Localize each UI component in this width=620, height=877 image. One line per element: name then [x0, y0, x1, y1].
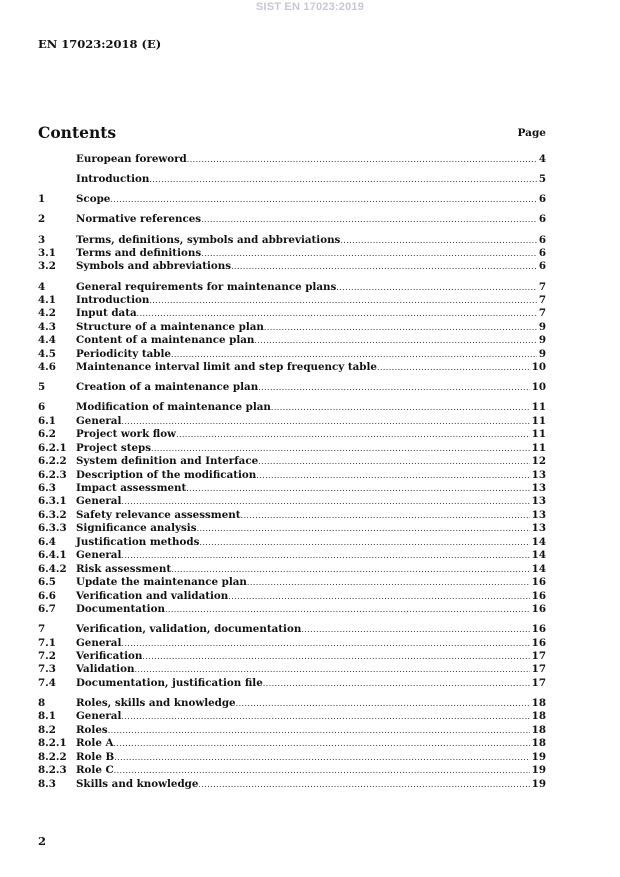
toc-entry-number: 4.6: [38, 361, 56, 374]
toc-entry-page: 17: [531, 649, 546, 662]
dot-leader: [186, 484, 529, 493]
toc-entry-number: 4.5: [38, 347, 56, 360]
toc-entry-page: 13: [531, 495, 546, 508]
toc-entry[interactable]: [38, 455, 546, 468]
toc-entry-title: Structure of a maintenance plan: [76, 320, 264, 333]
toc-entry-number: 6.4.2: [38, 562, 67, 575]
toc-entry-title: Description of the modification: [76, 468, 257, 481]
toc-entry-page: 6: [538, 193, 546, 206]
toc-entry-number: 6: [38, 401, 46, 414]
toc-entry-number: 6.2.2: [38, 455, 67, 468]
toc-entry-number: 6.3.2: [38, 508, 67, 521]
toc-entry[interactable]: [38, 234, 546, 247]
dot-leader: [176, 430, 530, 439]
dot-leader: [236, 699, 530, 708]
toc-entry-title: General: [76, 495, 122, 508]
toc-entry[interactable]: [38, 603, 546, 616]
toc-entry-number: 7: [38, 623, 46, 636]
dot-leader: [134, 665, 529, 674]
toc-entry-title: Project steps: [76, 441, 152, 454]
toc-entry-number: 7.2: [38, 649, 56, 662]
toc-entry[interactable]: [38, 522, 546, 535]
dot-leader: [149, 175, 536, 184]
toc-entry-number: 6.7: [38, 602, 56, 615]
dot-leader: [121, 417, 529, 426]
dot-leader: [110, 195, 537, 204]
toc-entry-number: 7.3: [38, 663, 56, 676]
dot-leader: [377, 363, 530, 372]
toc-entry[interactable]: [38, 193, 546, 206]
toc-entry-page: 9: [538, 347, 546, 360]
toc-entry-number: 8.2.2: [38, 750, 67, 763]
dot-leader: [151, 444, 530, 453]
toc-entry-page: 17: [531, 663, 546, 676]
toc-entry-page: 13: [531, 508, 546, 521]
dot-leader: [114, 753, 529, 762]
dot-leader: [258, 457, 530, 466]
toc-entry-title: Maintenance interval limit and step frequency table: [76, 361, 377, 374]
toc-entry-title: Periodicity table: [76, 347, 171, 360]
toc-entry-title: General: [76, 414, 122, 427]
toc-entry-number: 6.2: [38, 428, 56, 441]
toc-entry-page: 13: [531, 468, 546, 481]
dot-leader: [258, 383, 529, 392]
dot-leader: [121, 639, 529, 648]
toc-entry[interactable]: [38, 173, 546, 186]
toc-entry-page: 19: [531, 750, 546, 763]
toc-entry-number: 1: [38, 193, 46, 206]
toc-entry-title: Justification methods: [76, 535, 200, 548]
toc-entry-page: 11: [531, 441, 546, 454]
toc-entry-title: Terms and definitions: [76, 246, 202, 259]
toc-entry-title: Project work flow: [76, 428, 177, 441]
toc-entry-number: 7.1: [38, 636, 56, 649]
toc-entry-title: General: [76, 549, 122, 562]
dot-leader: [171, 565, 530, 574]
toc-entry-page: 5: [538, 173, 546, 186]
toc-entry-number: 4.4: [38, 334, 56, 347]
toc-entry-title: Creation of a maintenance plan: [76, 381, 259, 394]
toc-entry-number: 8.2.3: [38, 764, 67, 777]
toc-entry-title: Introduction: [76, 173, 150, 186]
toc-entry-number: 8.1: [38, 710, 56, 723]
toc-entry[interactable]: [38, 590, 546, 603]
toc-entry[interactable]: [38, 623, 546, 636]
toc-entry-page: 16: [531, 602, 546, 615]
toc-entry-page: 16: [531, 636, 546, 649]
toc-entry-page: 7: [538, 307, 546, 320]
toc-entry-page: 10: [531, 381, 546, 394]
toc-entry-page: 18: [531, 696, 546, 709]
toc-entry-title: Input data: [76, 307, 137, 320]
dot-leader: [142, 652, 529, 661]
toc-entry-title: European foreword: [76, 153, 187, 165]
toc-entry-page: 7: [538, 280, 546, 293]
toc-entry[interactable]: [38, 495, 546, 508]
toc-entry-number: 2: [38, 213, 46, 226]
toc-entry[interactable]: [38, 677, 546, 690]
toc-entry[interactable]: [38, 334, 546, 347]
toc-entry[interactable]: [38, 281, 546, 294]
dot-leader: [121, 551, 529, 560]
toc-entry-title: Risk assessment: [76, 562, 172, 575]
toc-entry[interactable]: [38, 663, 546, 676]
toc-entry[interactable]: [38, 637, 546, 650]
toc-entry-page: 9: [538, 320, 546, 333]
toc-entry-number: 6.2.3: [38, 468, 67, 481]
page-number: 2: [38, 834, 47, 848]
dot-leader: [199, 538, 529, 547]
dot-leader: [165, 605, 530, 614]
toc-entry-page: 12: [531, 455, 546, 468]
toc-entry-number: 6.3.3: [38, 522, 67, 535]
dot-leader: [198, 780, 529, 789]
dot-leader: [201, 249, 537, 258]
toc-entry-page: 18: [531, 710, 546, 723]
toc-entry-title: Impact assessment: [76, 482, 187, 494]
toc-entry[interactable]: [38, 482, 546, 495]
toc-entry[interactable]: [38, 348, 546, 361]
dot-leader: [254, 336, 536, 345]
toc-entry-title: Verification and validation: [76, 589, 229, 602]
toc-entry-title: General requirements for maintenance plans: [76, 280, 337, 293]
dot-leader: [121, 497, 529, 506]
toc-entry-page: 11: [531, 428, 546, 441]
dot-leader: [113, 739, 529, 748]
toc-entry-title: Terms, definitions, symbols and abbreviations: [76, 233, 341, 246]
dot-leader: [247, 578, 530, 587]
toc-entry[interactable]: [38, 724, 546, 737]
toc-entry-title: Role B: [76, 750, 115, 763]
toc-entry-number: 3.2: [38, 260, 56, 273]
dot-leader: [121, 712, 529, 721]
toc-entry[interactable]: [38, 415, 546, 428]
toc-entry-number: 6.2.1: [38, 441, 67, 454]
dot-leader: [301, 625, 529, 634]
toc-entry[interactable]: [38, 294, 546, 307]
dot-leader: [137, 309, 537, 318]
dot-leader: [114, 766, 530, 775]
dot-leader: [231, 262, 537, 271]
toc-entry-number: 8.2: [38, 723, 56, 736]
dot-leader: [201, 215, 537, 224]
toc-entry[interactable]: [38, 469, 546, 482]
toc-entry-title: Skills and knowledge: [76, 777, 199, 790]
toc-entry-page: 18: [531, 737, 546, 750]
dot-leader: [256, 471, 529, 480]
toc-entry[interactable]: [38, 509, 546, 522]
toc-entry-page: 16: [531, 589, 546, 602]
toc-entry-page: 4: [538, 153, 546, 165]
page-column-heading: Page: [517, 127, 546, 139]
toc-entry-page: 13: [531, 482, 546, 494]
toc-entry-page: 19: [531, 764, 546, 777]
toc-entry-title: Verification, validation, documentation: [76, 623, 302, 636]
toc-entry-page: 14: [531, 549, 546, 562]
toc-entry[interactable]: [38, 764, 546, 777]
toc-entry-title: Symbols and abbreviations: [76, 260, 232, 273]
toc-entry[interactable]: [38, 563, 546, 576]
toc-entry-title: Introduction: [76, 293, 150, 306]
toc-entry[interactable]: [38, 778, 546, 791]
toc-entry[interactable]: [38, 697, 546, 710]
toc-entry-page: 6: [538, 260, 546, 273]
toc-entry-page: 11: [531, 401, 546, 414]
toc-entry-number: 3.1: [38, 246, 56, 259]
toc-entry-title: Role C: [76, 764, 114, 777]
toc-entry-page: 16: [531, 576, 546, 589]
toc-entry-page: 9: [538, 334, 546, 347]
dot-leader: [149, 296, 536, 305]
toc-entry-page: 13: [531, 522, 546, 535]
toc-entry-title: Normative references: [76, 213, 202, 226]
toc-entry[interactable]: [38, 307, 546, 320]
toc-entry-page: 11: [531, 414, 546, 427]
toc-entry-title: Verification: [76, 649, 143, 662]
toc-entry-page: 6: [538, 233, 546, 246]
toc-entry[interactable]: [38, 321, 546, 334]
toc-entry-title: General: [76, 710, 122, 723]
toc-entry-title: Modification of maintenance plan: [76, 401, 271, 414]
toc-entry[interactable]: [38, 260, 546, 273]
toc-entry-title: General: [76, 636, 122, 649]
toc-entry[interactable]: [38, 428, 546, 441]
dot-leader: [171, 350, 537, 359]
dot-leader: [108, 726, 530, 735]
toc-entry-number: 6.6: [38, 589, 56, 602]
toc-entry-number: 6.5: [38, 576, 56, 589]
toc-entry-number: 8.2.1: [38, 737, 67, 750]
toc-entry[interactable]: [38, 213, 546, 226]
toc-entry-page: 6: [538, 246, 546, 259]
toc-entry-title: Update the maintenance plan: [76, 576, 247, 589]
toc-entry-number: 8: [38, 696, 46, 709]
toc-entry-number: 6.3: [38, 482, 56, 494]
toc-entry[interactable]: [38, 549, 546, 562]
contents-heading: Contents: [38, 123, 117, 142]
toc-entry-number: 3: [38, 233, 46, 246]
dot-leader: [197, 524, 530, 533]
toc-entry-number: 4.3: [38, 320, 56, 333]
dot-leader: [264, 323, 537, 332]
toc-entry[interactable]: [38, 710, 546, 723]
toc-entry-number: 4.1: [38, 293, 56, 306]
toc-entry-number: 4.2: [38, 307, 56, 320]
dot-leader: [228, 592, 529, 601]
toc-entry-title: Roles: [76, 723, 108, 736]
dot-leader: [263, 679, 530, 688]
toc-entry-page: 16: [531, 623, 546, 636]
toc-entry-page: 14: [531, 562, 546, 575]
toc-entry[interactable]: [38, 650, 546, 663]
dot-leader: [241, 511, 530, 520]
toc-entry[interactable]: [38, 536, 546, 549]
toc-entry[interactable]: [38, 401, 546, 414]
toc-entry-number: 5: [38, 381, 46, 394]
toc-entry-number: 7.4: [38, 676, 56, 689]
toc-entry-page: 6: [538, 213, 546, 226]
dot-leader: [340, 236, 536, 245]
toc-entry[interactable]: [38, 247, 546, 260]
toc-entry-number: 8.3: [38, 777, 56, 790]
toc-entry[interactable]: [38, 361, 546, 374]
toc-entry-page: 19: [531, 777, 546, 790]
toc-entry-title: Documentation: [76, 602, 165, 615]
toc-entry-title: Safety relevance assessment: [76, 508, 241, 521]
watermark: SIST EN 17023:2019: [255, 1, 365, 13]
toc-entry[interactable]: [38, 576, 546, 589]
dot-leader: [271, 403, 530, 412]
table-of-contents: [38, 153, 546, 791]
toc-entry[interactable]: [38, 737, 546, 750]
toc-entry-title: Significance analysis: [76, 522, 197, 535]
toc-entry[interactable]: [38, 381, 546, 394]
toc-entry-title: Roles, skills and knowledge: [76, 696, 236, 709]
toc-entry[interactable]: [38, 153, 546, 166]
document-identifier: EN 17023:2018 (E): [38, 37, 162, 51]
toc-entry-page: 10: [531, 361, 546, 374]
toc-entry-title: Content of a maintenance plan: [76, 334, 255, 347]
toc-entry-number: 6.1: [38, 414, 56, 427]
toc-entry-title: Scope: [76, 193, 111, 206]
toc-entry-page: 17: [531, 676, 546, 689]
dot-leader: [187, 155, 537, 164]
toc-entry-number: 6.4.1: [38, 549, 67, 562]
toc-entry-page: 7: [538, 293, 546, 306]
toc-entry-title: Role A: [76, 737, 114, 750]
toc-entry-number: 6.3.1: [38, 495, 67, 508]
toc-entry-title: System definition and Interface: [76, 455, 259, 468]
toc-entry-page: 18: [531, 723, 546, 736]
toc-entry-title: Validation: [76, 663, 135, 676]
toc-entry-page: 14: [531, 535, 546, 548]
toc-entry-number: 4: [38, 280, 46, 293]
toc-entry[interactable]: [38, 751, 546, 764]
toc-entry[interactable]: [38, 442, 546, 455]
dot-leader: [336, 283, 537, 292]
toc-entry-title: Documentation, justification file: [76, 676, 263, 689]
toc-entry-number: 6.4: [38, 535, 56, 548]
